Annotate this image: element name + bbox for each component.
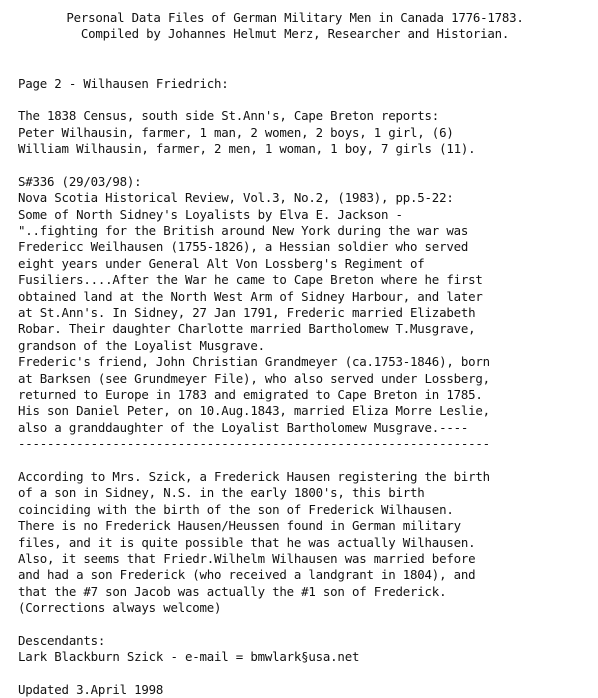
source-line: eight years under General Alt Von Lossberg's Regiment of xyxy=(18,255,425,271)
header-subtitle: Compiled by Johannes Helmut Merz, Researcher and Historian. xyxy=(80,26,510,42)
source-line: Frederic's friend, John Christian Grandmeyer (ca.1753-1846), born xyxy=(18,354,490,370)
notes-line: files, and it is quite possible that he was actually Wilhausen. xyxy=(18,534,476,550)
notes-line: (Corrections always welcome) xyxy=(18,600,222,616)
source-section xyxy=(18,174,594,453)
source-line: returned to Europe in 1783 and emigrated to Cape Breton in 1785. xyxy=(18,386,483,402)
source-line: Robar. Their daughter Charlotte married Bartholomew T.Musgrave, xyxy=(18,321,476,337)
source-line: "..fighting for the British around New York during the war was xyxy=(18,223,469,239)
source-line: grandson of the Loyalist Musgrave. xyxy=(18,337,265,353)
notes-line: that the #7 son Jacob was actually the #1 son of Frederick. xyxy=(18,583,447,599)
census-line: The 1838 Census, south side St.Ann's, Cape Breton reports: xyxy=(18,108,440,124)
source-line: Fredericc Weilhausen (1755-1826), a Hessian soldier who served xyxy=(18,239,469,255)
page-title: Page 2 - Wilhausen Friedrich: xyxy=(18,75,229,91)
source-line: Fusiliers....After the War he came to Cape Breton where he first xyxy=(18,272,483,288)
source-line: at St.Ann's. In Sidney, 27 Jan 1791, Frederic married Elizabeth xyxy=(18,305,476,321)
source-line: also a granddaughter of the Loyalist Bartholomew Musgrave.---- xyxy=(18,419,469,435)
source-line: Some of North Sidney's Loyalists by Elva E. Jackson - xyxy=(18,206,403,222)
source-line: S#336 (29/03/98): xyxy=(18,173,142,189)
notes-line: Also, it seems that Friedr.Wilhelm Wilhausen was married before xyxy=(18,550,476,566)
notes-section xyxy=(18,469,594,617)
updated-date: Updated 3.April 1998 xyxy=(18,682,164,698)
source-line: His son Daniel Peter, on 10.Aug.1843, married Eliza Morre Leslie, xyxy=(18,403,490,419)
divider-line: ----------------------------------------------------------------- xyxy=(18,436,490,452)
notes-line: of a son in Sidney, N.S. in the early 1800's, this birth xyxy=(18,485,425,501)
notes-line: According to Mrs. Szick, a Frederick Hausen registering the birth xyxy=(18,468,490,484)
descendants-heading: Descendants: xyxy=(18,632,106,648)
descendants-section xyxy=(18,633,594,666)
notes-line: coinciding with the birth of the son of Frederick Wilhausen. xyxy=(18,501,454,517)
header-title: Personal Data Files of German Military Men in Canada 1776-1783. xyxy=(66,10,524,25)
notes-line: and had a son Frederick (who received a landgrant in 1804), and xyxy=(18,567,476,583)
census-line: William Wilhausin, farmer, 2 men, 1 woman, 1 boy, 7 girls (11). xyxy=(18,141,476,157)
descendants-entry: Lark Blackburn Szick - e-mail = bmwlark§usa.net xyxy=(18,649,360,665)
document-header xyxy=(18,10,594,43)
source-line: at Barksen (see Grundmeyer File), who also served under Lossberg, xyxy=(18,370,490,386)
source-line: obtained land at the North West Arm of Sidney Harbour, and later xyxy=(18,288,483,304)
source-line: Nova Scotia Historical Review, Vol.3, No.2, (1983), pp.5-22: xyxy=(18,190,454,206)
notes-line: There is no Frederick Hausen/Heussen found in German military xyxy=(18,518,461,534)
census-line: Peter Wilhausin, farmer, 1 man, 2 women, 2 boys, 1 girl, (6) xyxy=(18,124,454,140)
census-section xyxy=(18,108,594,157)
